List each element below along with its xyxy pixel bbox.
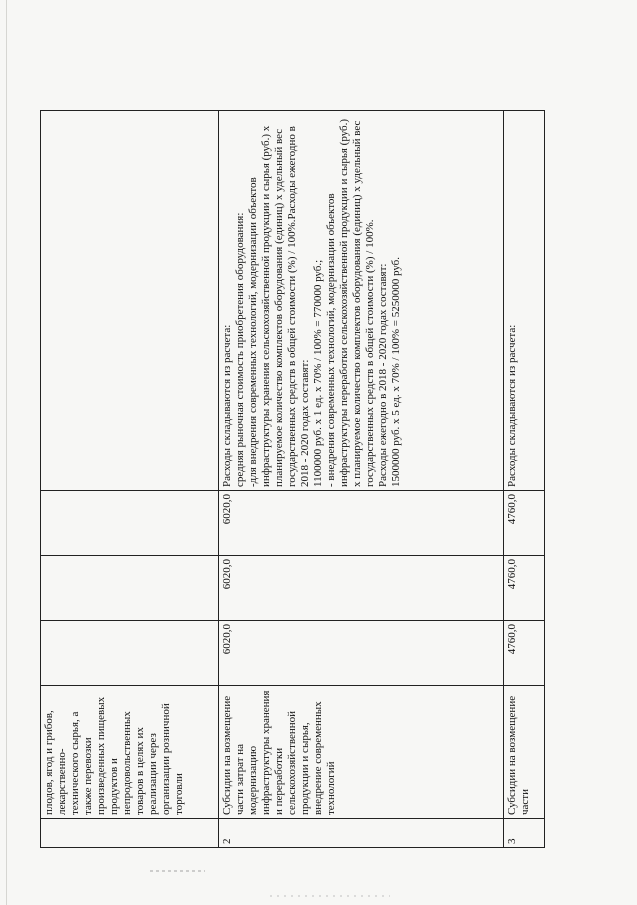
calculation-description <box>503 111 544 491</box>
row-number <box>41 819 219 848</box>
desc-line: Расходы складываются из расчета: <box>221 324 234 487</box>
scan-artifact <box>150 870 205 872</box>
rotated-table-container <box>40 110 545 848</box>
desc-line: Расходы складываются из расчета: <box>505 324 518 487</box>
desc-line: средняя рыночная стоимость приобретения оборудования: <box>234 212 247 487</box>
amount-year-3: 4760,0 <box>503 491 544 556</box>
amount-year-1: 4760,0 <box>503 621 544 686</box>
desc-line: 1500000 руб. х 5 ед. х 70% / 100% = 5250000 руб. <box>389 256 402 487</box>
desc-line: Расходы ежегодно в 2018 - 2020 годах составят: <box>376 263 389 487</box>
measure-name: Субсидии на возмещение части затрат на модернизацию инфраструктуры хранения и переработки сельскохозяйственной продукции и сырья, внедрение современных технологий <box>219 686 504 819</box>
calculation-description <box>219 111 504 491</box>
amount-year-3 <box>41 491 219 556</box>
row-number: 2 <box>219 819 504 848</box>
table-row <box>503 111 544 848</box>
amount-year-2: 4760,0 <box>503 556 544 621</box>
desc-line: -для внедрения современных технологий, модернизации объектов инфраструктуры хранения сельскохозяйственной продукции и сырья (руб.) х планируемое количество комплектов оборудования (единиц) х удельный вес государственных средств в общей стоимости (%) / 100%.Расходы ежегодно в 2018 - 2020 годах составят: <box>247 125 312 487</box>
row-number: 3 <box>503 819 544 848</box>
amount-year-1 <box>41 621 219 686</box>
amount-year-2 <box>41 556 219 621</box>
expenses-table <box>40 110 545 848</box>
amount-year-1: 6020,0 <box>219 621 504 686</box>
measure-name: плодов, ягод и грибов, лекарственно-технического сырья, а также перевозки произведенных пищевых продуктов и непродовольственных товаров в целях их реализации через организации розничной торговли <box>41 686 219 819</box>
calculation-description <box>41 111 219 491</box>
desc-line: - внедрения современных технологий, модернизации объектов инфраструктуры переработки сельскохозяйственной продукции и сырья (руб.) х планируемое количество комплектов оборудования (единиц) х удельный вес государственных средств в общей стоимости (%) / 100%. <box>325 118 376 487</box>
measure-name: Субсидии на возмещение части <box>503 686 544 819</box>
desc-line: 1100000 руб. х 1 ед. х 70% / 100% = 770000 руб.; <box>312 259 325 487</box>
scan-artifact <box>270 895 390 897</box>
table-row <box>219 111 504 848</box>
amount-year-2: 6020,0 <box>219 556 504 621</box>
table-row <box>41 111 219 848</box>
amount-year-3: 6020,0 <box>219 491 504 556</box>
page-margin-line <box>6 0 7 905</box>
